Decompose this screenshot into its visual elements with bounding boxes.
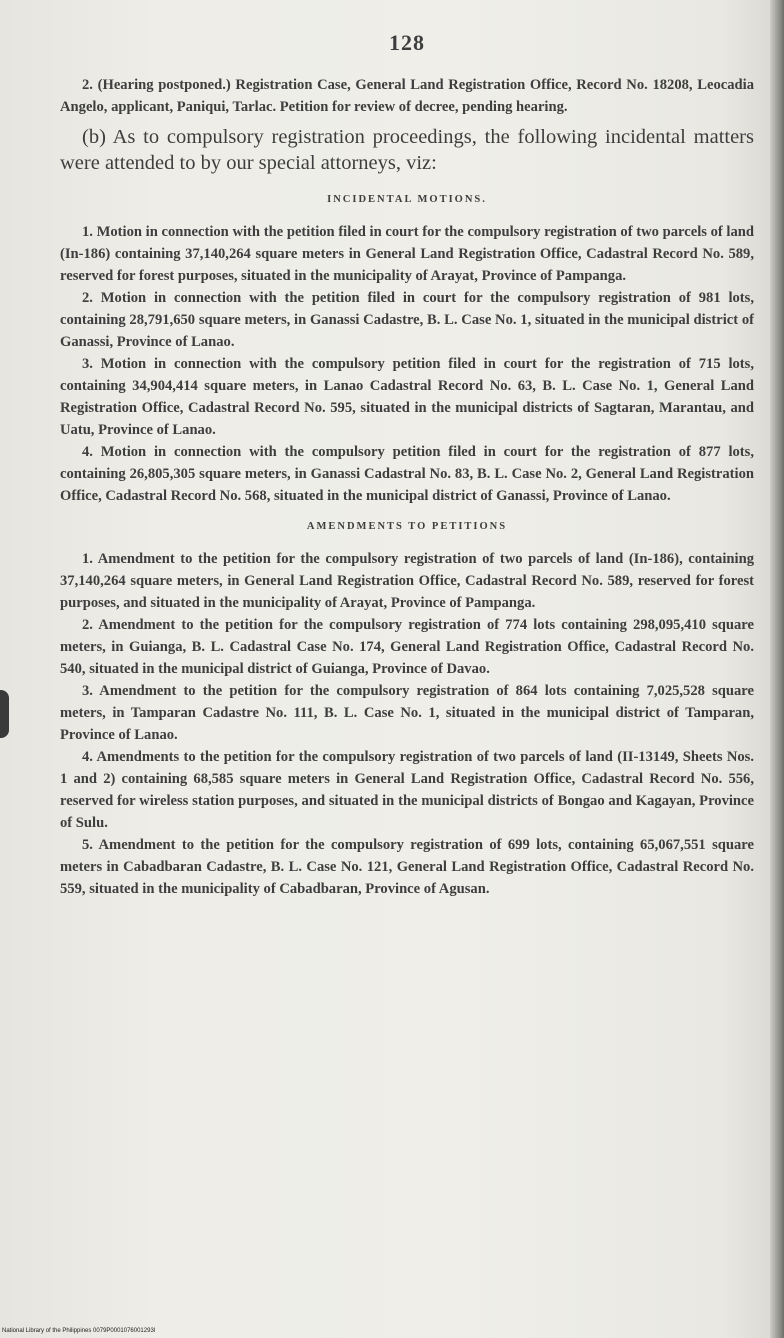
intro-paragraph: (b) As to compulsory registration proceedings, the following incidental matters were attended to by our special attorneys, viz:	[60, 126, 754, 174]
amendment-item-4: 4. Amendments to the petition for the compulsory registration of two parcels of land (II-13149, Sheets Nos. 1 and 2) containing 68,585 square meters in General Land Registration Office, Cadastral Record No. 556, reserved for wireless station purposes, and situated in the municipal districts of Bongao and Kagayan, Province of Sulu.	[60, 749, 754, 831]
amendment-item-5: 5. Amendment to the petition for the compulsory registration of 699 lots, containing 65,067,551 square meters in Cabadbaran Cadastre, B. L. Case No. 121, General Land Registration Office, Cadastral Record No. 559, situated in the municipality of Cabadbaran, Province of Agusan.	[60, 837, 754, 897]
amendments-heading: AMENDMENTS TO PETITIONS	[306, 521, 508, 532]
scan-footer-caption: National Library of the Philippines 0079P0001076001293l	[2, 1328, 156, 1334]
page-edge-shadow	[770, 0, 784, 1338]
motion-item-4: 4. Motion in connection with the compulsory petition filed in court for the registration of 877 lots, containing 26,805,305 square meters, in Ganassi Cadastral No. 83, B. L. Case No. 2, General Land Registration Office, Cadastral Record No. 568, situated in the municipal district of Ganassi, Province of Lanao.	[60, 444, 754, 504]
motion-item-2: 2. Motion in connection with the petition filed in court for the compulsory registration of 981 lots, containing 28,791,650 square meters, in Ganassi Cadastre, B. L. Case No. 1, situated in the municipal district of Ganassi, Province of Lanao.	[60, 290, 754, 350]
amendment-item-2: 2. Amendment to the petition for the compulsory registration of 774 lots containing 298,095,410 square meters, in Guianga, B. L. Cadastral Case No. 174, General Land Registration Office, Cadastral Record No. 540, situated in the municipal district of Guianga, Province of Davao.	[60, 617, 754, 677]
motion-item-3: 3. Motion in connection with the compulsory petition filed in court for the registration of 715 lots, containing 34,904,414 square meters, in Lanao Cadastral Record No. 63, B. L. Case No. 1, General Land Registration Office, Cadastral Record No. 595, situated in the municipal districts of Sagtaran, Marantau, and Uatu, Province of Lanao.	[60, 356, 754, 438]
page-content	[60, 30, 754, 900]
page-number: 128	[389, 30, 425, 55]
binding-mark	[0, 690, 9, 738]
motion-item-1: 1. Motion in connection with the petition filed in court for the compulsory registration of two parcels of land (In-186) containing 37,140,264 square meters in General Land Registration Office, Cadastral Record No. 589, reserved for forest purposes, situated in the municipality of Arayat, Province of Pampanga.	[60, 224, 754, 284]
amendment-item-3: 3. Amendment to the petition for the compulsory registration of 864 lots containing 7,025,528 square meters, in Tamparan Cadastre No. 111, B. L. Case No. 1, situated in the municipal district of Tamparan, Province of Lanao.	[60, 683, 754, 743]
incidental-motions-heading: INCIDENTAL MOTIONS.	[327, 194, 487, 205]
opening-paragraph: 2. (Hearing postponed.) Registration Case, General Land Registration Office, Record No. 18208, Leocadia Angelo, applicant, Paniqui, Tarlac. Petition for review of decree, pending hearing.	[60, 77, 754, 115]
amendment-item-1: 1. Amendment to the petition for the compulsory registration of two parcels of land (In-186), containing 37,140,264 square meters, in General Land Registration Office, Cadastral Record No. 589, reserved for forest purposes, and situated in the municipality of Arayat, Province of Pampanga.	[60, 551, 754, 611]
